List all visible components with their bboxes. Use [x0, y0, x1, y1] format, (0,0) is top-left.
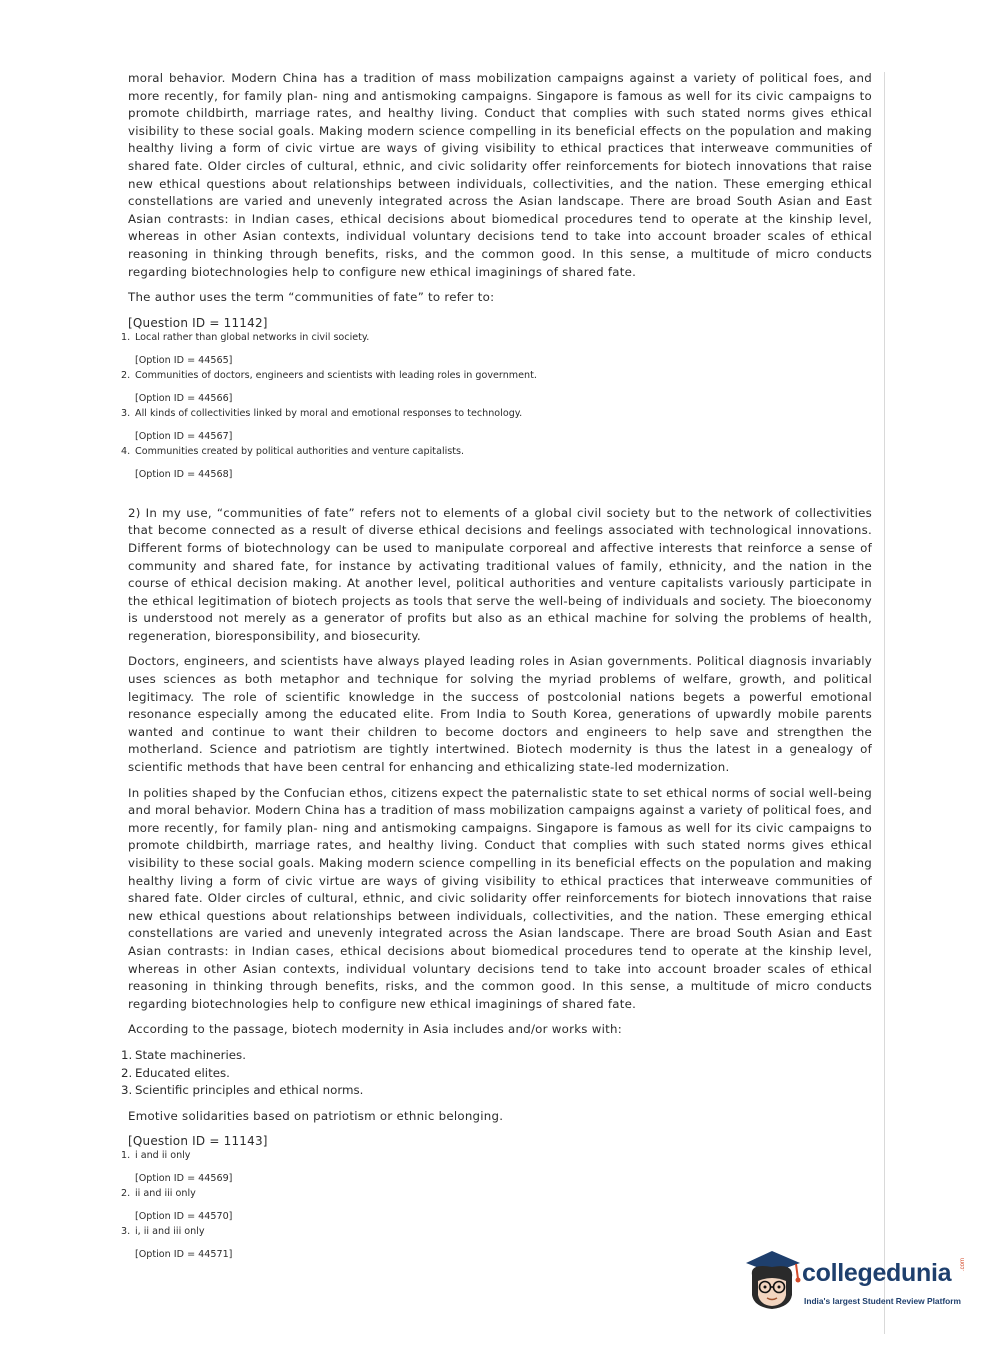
statement-item — [121, 1082, 872, 1100]
passage-continuation: moral behavior. Modern China has a tradition of mass mobilization campaigns against a variety of political foes, and more recently, for family plan- ning and antismoking campaigns. Singapore is famous as well for its civic campaigns to promote childbirth, marriage rates, and healthy living. Conduct that complies with such stated norms gives ethical visibility to these social goals. Making modern science compelling in its beneficial effects on the population and making healthy living a form of civic virtue are ways of giving visibility to ethical practices that interweave communities of shared fate. Older circles of cultural, ethnic, and civic solidarity offer reinforcements for biotech innovations that raise new ethical questions about relationships between individuals, collectivities, and the nation. These emerging ethical constellations are varied and unevenly integrated across the Asian landscape. There are broad South Asian and East Asian contrasts: in Indian cases, ethical decisions about biomedical procedures tend to operate at the kinship level, whereas in other Asian contexts, individual voluntary decisions tend to take into account broader scales of ethical reasoning in thinking through benefits, risks, and the common good. In this sense, a multitude of micro conducts regarding biotechnologies help to configure new ethical imaginings of shared fate. — [128, 71, 872, 279]
option-id: [Option ID = 44571] — [135, 1249, 233, 1261]
option-number: 1. — [121, 331, 131, 343]
option-text: i and ii only — [135, 1150, 191, 1162]
question-2-text: According to the passage, biotech modernity in Asia includes and/or works with: — [128, 1022, 622, 1037]
passage-paragraph-2: Doctors, engineers, and scientists have always played leading roles in Asian governments. Political diagnosis invariably uses sciences as both metaphor and technique for solving the myriad problems of welfare, growth, and political legitimacy. The role of scientific knowledge in the success of postcolonial nations begets a powerful emotional resonance especially among the educated elite. From India to South Korea, generations of upwardly mobile parents wanted and continue to want their children to become doctors and engineers to help save and strengthen the motherland. Science and patriotism are tightly intertwined. Biotech modernity is thus the latest in a genealogy of scientific methods that have been central for enhancing and ethicalizing state-led modernization. — [128, 654, 872, 775]
statement-text: State machineries. — [135, 1047, 246, 1062]
brand-name: collegedunia — [802, 1259, 952, 1287]
option-id: [Option ID = 44565] — [135, 354, 233, 366]
statement-item — [121, 1047, 872, 1065]
statement-number: 1. — [121, 1047, 133, 1062]
option-text: i, ii and iii only — [135, 1226, 205, 1238]
question-2-statements — [121, 1047, 872, 1100]
statement-text: Scientific principles and ethical norms. — [135, 1083, 364, 1098]
collegedunia-logo[interactable] — [742, 1247, 972, 1317]
option-id: [Option ID = 44569] — [135, 1173, 233, 1185]
question-1-text: The author uses the term “communities of fate” to refer to: — [128, 290, 495, 305]
passage-paragraph-3: In polities shaped by the Confucian ethos, citizens expect the paternalistic state to set ethical norms of social well-being and moral behavior. Modern China has a tradition of mass mobilization campaigns against a variety of political foes, and more recently, for family plan- ning and antismoking campaigns. Singapore is famous as well for its civic campaigns to promote childbirth, marriage rates, and healthy living. Conduct that complies with such stated norms gives ethical visibility to these social goals. Making modern science compelling in its beneficial effects on the population and making healthy living a form of civic virtue are ways of giving visibility to ethical practices that interweave communities of shared fate. Older circles of cultural, ethnic, and civic solidarity offer reinforcements for biotech innovations that raise new ethical questions about relationships between individuals, collectivities, and the nation. These emerging ethical constellations are varied and unevenly integrated across the Asian landscape. There are broad South Asian and East Asian contrasts: in Indian cases, ethical decisions about biomedical procedures tend to operate at the kinship level, whereas in other Asian contexts, individual voluntary decisions tend to take into account broader scales of ethical reasoning in thinking through benefits, risks, and the common good. In this sense, a multitude of micro conducts regarding biotechnologies help to configure new ethical imaginings of shared fate. — [128, 785, 872, 1011]
option-id: [Option ID = 44570] — [135, 1211, 233, 1223]
question-1-options — [121, 331, 872, 482]
passage-paragraph-1: 2) In my use, “communities of fate” refers not to elements of a global civil society but to the network of collectivities that become connected as a result of diverse ethical decisions and feelings associated with technological innovations. Different forms of biotechnology can be used to manipulate corporeal and affective interests that reinforce a sense of community and shared fate, for instance by activating traditional values of family, ethnicity, and the nation in the course of ethical decision making. At another level, political authorities and venture capitalists variously participate in the ethical legitimation of biotech projects as tools that serve the well-being of individuals and society. The bioeconomy is understood not merely as a generator of profits but also as an ethical machine for solving the problems of health, regeneration, bioresponsibility, and biosecurity. — [128, 505, 872, 643]
option-text: Local rather than global networks in civil society. — [135, 331, 370, 343]
statement-item — [121, 1065, 872, 1083]
option-text: All kinds of collectivities linked by moral and emotional responses to technology. — [135, 407, 523, 419]
option-number: 1. — [121, 1150, 131, 1162]
option-text: ii and iii only — [135, 1188, 196, 1200]
statement-text: Educated elites. — [135, 1065, 230, 1080]
option-number: 2. — [121, 1188, 131, 1200]
question-2-id: [Question ID = 11143] — [128, 1134, 268, 1149]
right-margin-rule — [884, 72, 885, 1334]
question-2-extra-statement: Emotive solidarities based on patriotism or ethnic belonging. — [128, 1108, 504, 1123]
question-1-id: [Question ID = 11142] — [128, 315, 268, 330]
option-id: [Option ID = 44568] — [135, 468, 233, 480]
document-content — [121, 70, 872, 1263]
option-id: [Option ID = 44566] — [135, 392, 233, 404]
option-number: 2. — [121, 369, 131, 381]
question-2-options — [121, 1149, 872, 1262]
statement-number: 3. — [121, 1083, 133, 1098]
option-number: 4. — [121, 445, 131, 457]
mascot-icon — [742, 1249, 804, 1313]
option-item[interactable] — [121, 445, 872, 482]
option-text: Communities of doctors, engineers and scientists with leading roles in government. — [135, 369, 537, 381]
option-item[interactable] — [121, 1149, 872, 1186]
option-item[interactable] — [121, 331, 872, 368]
option-number: 3. — [121, 1226, 131, 1238]
brand-tagline: India's largest Student Review Platform — [804, 1296, 961, 1306]
brand-domain-suffix: .com — [960, 1257, 966, 1271]
option-item[interactable] — [121, 1187, 872, 1224]
statement-number: 2. — [121, 1065, 133, 1080]
option-text: Communities created by political authorities and venture capitalists. — [135, 445, 465, 457]
option-item[interactable] — [121, 369, 872, 406]
option-id: [Option ID = 44567] — [135, 430, 233, 442]
option-number: 3. — [121, 407, 131, 419]
option-item[interactable] — [121, 407, 872, 444]
